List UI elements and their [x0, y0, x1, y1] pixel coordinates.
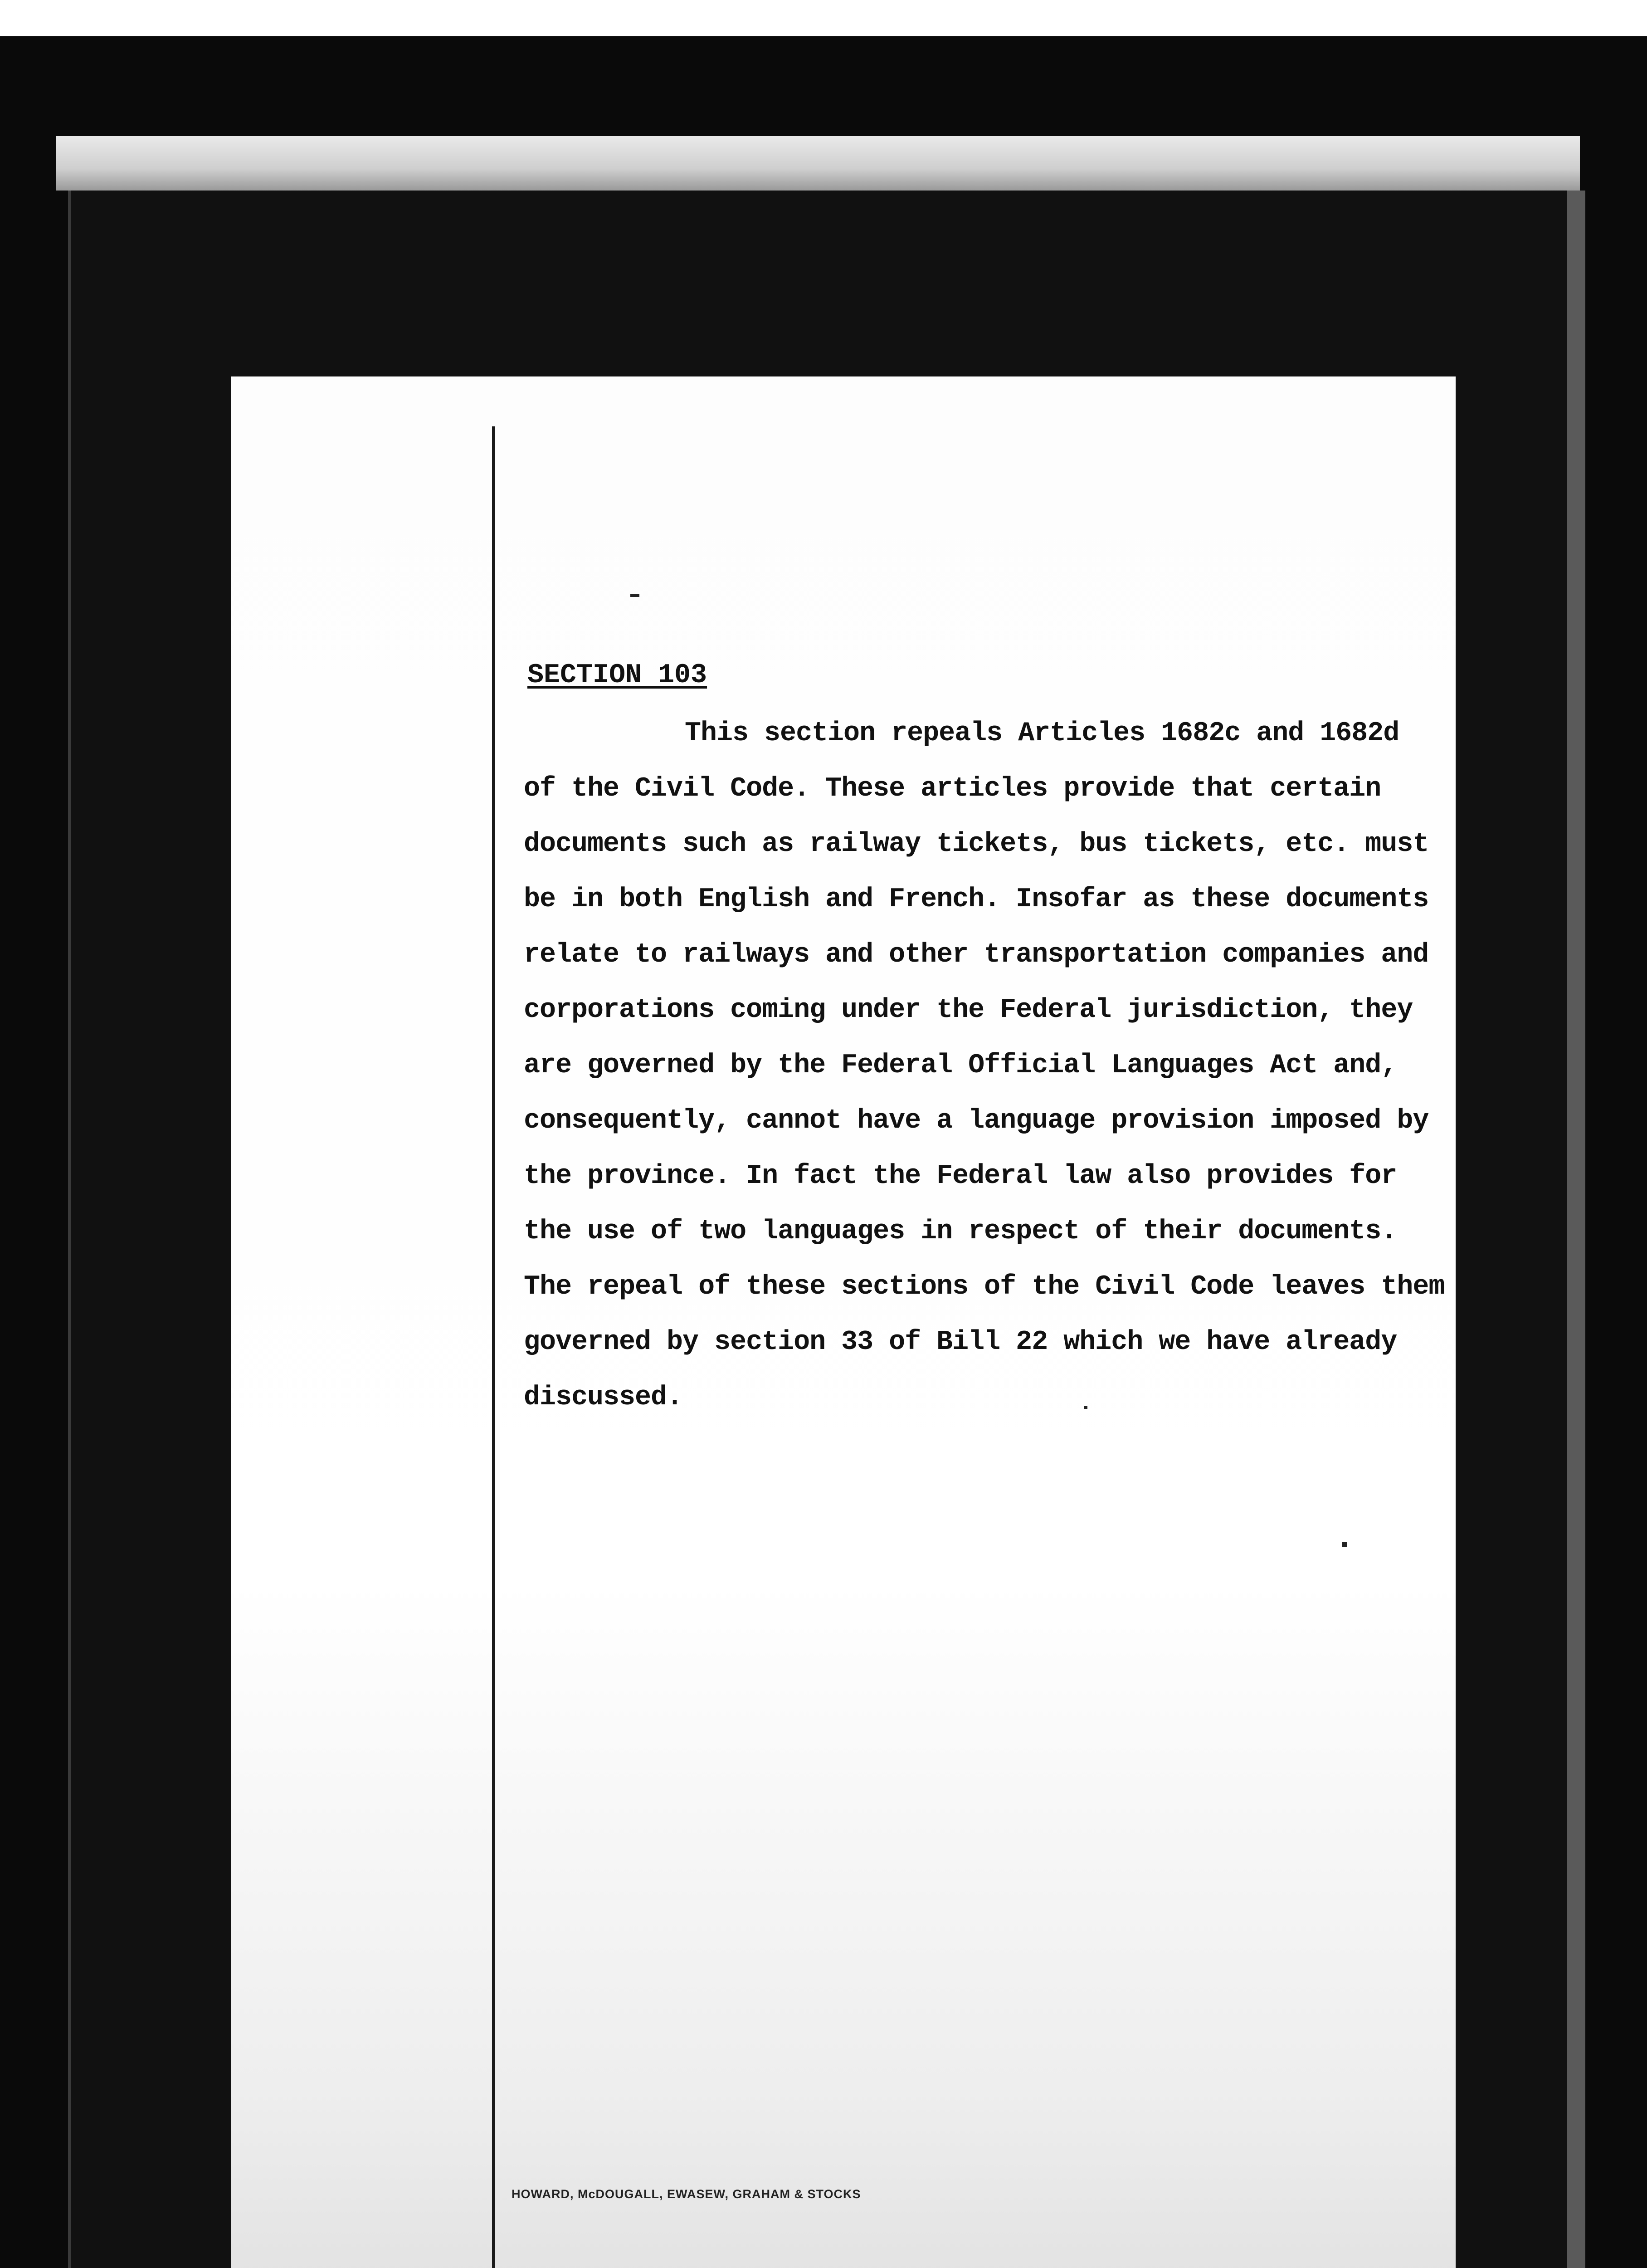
body-line: are governed by the Federal Official Languages Act and, [524, 1050, 1397, 1081]
section-heading: SECTION 103 [527, 660, 707, 691]
body-line: the use of two languages in respect of their documents. [524, 1216, 1397, 1247]
film-speck [1084, 1406, 1087, 1409]
body-line: the province. In fact the Federal law also provides for [524, 1161, 1397, 1192]
film-top-strip [56, 136, 1580, 191]
body-line: be in both English and French. Insofar as these documents [524, 884, 1429, 915]
body-line: governed by section 33 of Bill 22 which we have already [524, 1327, 1397, 1358]
document-page [231, 376, 1456, 2268]
film-speck [630, 594, 639, 597]
body-line: This section repeals Articles 1682c and 1682d [685, 718, 1399, 749]
body-line: discussed. [524, 1382, 683, 1413]
film-speck [1342, 1542, 1347, 1547]
body-line: documents such as railway tickets, bus tickets, etc. must [524, 829, 1429, 860]
body-line: corporations coming under the Federal jurisdiction, they [524, 995, 1413, 1026]
body-line: of the Civil Code. These articles provide that certain [524, 773, 1381, 804]
body-line: The repeal of these sections of the Civil Code leaves them [524, 1271, 1445, 1302]
body-line: relate to railways and other transportation companies and [524, 939, 1429, 970]
footer-firm-name: HOWARD, McDOUGALL, EWASEW, GRAHAM & STOCKS [512, 2187, 861, 2201]
body-line: consequently, cannot have a language provision imposed by [524, 1105, 1429, 1136]
margin-rule [492, 426, 495, 2268]
